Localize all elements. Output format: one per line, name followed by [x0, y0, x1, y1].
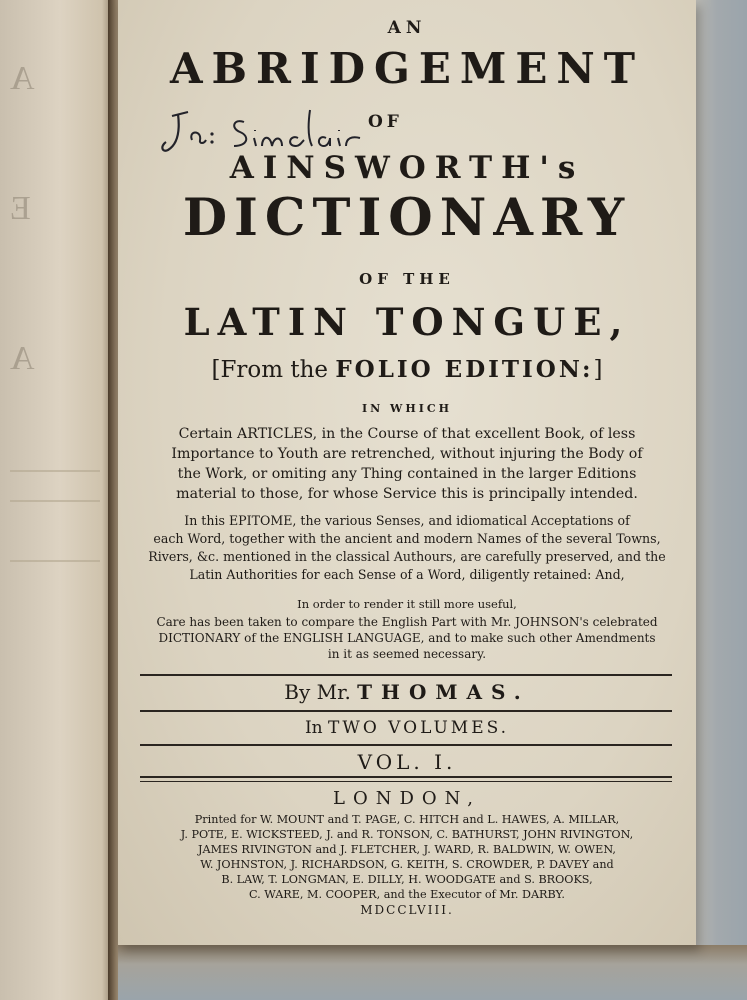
title-page	[118, 0, 696, 945]
paragraph-line: In this EPITOME, the various Senses, and idiomatical Acceptations of	[184, 513, 630, 528]
paragraph-line: Care has been taken to compare the English Part with Mr. JOHNSON's celebrated	[156, 615, 658, 629]
paragraph-line: Certain ARTICLES, in the Course of that excellent Book, of less	[178, 426, 636, 442]
divider-rule	[140, 710, 672, 712]
title-latin-tongue: LATIN TONGUE,	[183, 300, 631, 344]
printers-line: C. WARE, M. COOPER, and the Executor of Mr. DARBY.	[249, 888, 565, 901]
edition-name: FOLIO EDITION:	[335, 356, 594, 383]
bleed-through-glyph: A	[6, 340, 35, 377]
edition-prefix: [From the	[211, 357, 329, 383]
bleed-through-glyph: E	[6, 190, 31, 227]
edition-suffix: ]	[593, 357, 603, 383]
left-facing-page	[0, 0, 120, 1000]
paragraph-line: in it as seemed necessary.	[327, 647, 487, 661]
paragraph-line: Latin Authorities for each Sense of a Word, diligently retained: And,	[189, 567, 625, 582]
printers-line: J. POTE, E. WICKSTEED, J. and R. TONSON, C. BATHURST, JOHN RIVINGTON,	[180, 828, 634, 841]
volume-number: VOL. I.	[357, 750, 457, 774]
printers-line: Printed for W. MOUNT and T. PAGE, C. HITCH and L. HAWES, A. MILLAR,	[194, 813, 620, 826]
volumes-prefix: In	[304, 718, 323, 738]
description-paragraph-1	[118, 424, 696, 504]
title-abridgement: ABRIDGEMENT	[169, 44, 645, 93]
paragraph-line: material to those, for whose Service this is principally intended.	[176, 486, 638, 502]
printers-line: JAMES RIVINGTON and J. FLETCHER, J. WARD, R. BALDWIN, W. OWEN,	[198, 843, 616, 856]
description-paragraph-2	[118, 512, 696, 584]
title-ainsworths: AINSWORTH's	[229, 150, 585, 186]
divider-rule	[140, 744, 672, 746]
publication-date: MDCCLVIII.	[360, 903, 454, 917]
author-name: THOMAS.	[357, 680, 530, 704]
divider-rule	[140, 674, 672, 676]
page-bottom-edge	[118, 945, 747, 1000]
title-of: OF	[368, 112, 403, 132]
paragraph-line: each Word, together with the ancient and modern Names of the several Towns,	[153, 531, 661, 546]
title-dictionary: DICTIONARY	[182, 188, 632, 248]
paragraph-line: Rivers, &c. mentioned in the classical Authours, are carefully preserved, and the	[148, 549, 666, 564]
background-right	[696, 0, 747, 1000]
bleed-through-line	[10, 560, 100, 562]
divider-rule	[140, 776, 672, 778]
printers-line: B. LAW, T. LONGMAN, E. DILLY, H. WOODGATE and S. BROOKS,	[221, 873, 593, 886]
bleed-through-glyph: A	[6, 60, 35, 97]
edition-line	[118, 356, 696, 383]
author-line	[118, 680, 696, 704]
title-an: AN	[387, 18, 427, 38]
paragraph-line: DICTIONARY of the ENGLISH LANGUAGE, and to make such other Amendments	[158, 631, 656, 645]
volumes-count: TWO VOLUMES.	[328, 718, 510, 738]
printers-list	[118, 812, 696, 902]
divider-rule	[140, 781, 672, 782]
paragraph-line: the Work, or omiting any Thing contained in the larger Editions	[177, 466, 637, 482]
description-paragraph-3: In order to render it still more useful,	[297, 597, 517, 611]
volumes-line	[118, 718, 696, 738]
bleed-through-line	[10, 500, 100, 502]
in-which-label: IN WHICH	[361, 402, 453, 415]
bleed-through-line	[10, 470, 100, 472]
imprint-city: LONDON,	[333, 788, 481, 809]
paragraph-line: Importance to Youth are retrenched, without injuring the Body of	[171, 446, 643, 462]
description-paragraph-4	[118, 614, 696, 662]
printers-line: W. JOHNSTON, J. RICHARDSON, G. KEITH, S. CROWDER, P. DAVEY and	[200, 858, 614, 871]
title-of-the: OF THE	[359, 270, 455, 288]
author-prefix: By Mr.	[284, 680, 351, 704]
